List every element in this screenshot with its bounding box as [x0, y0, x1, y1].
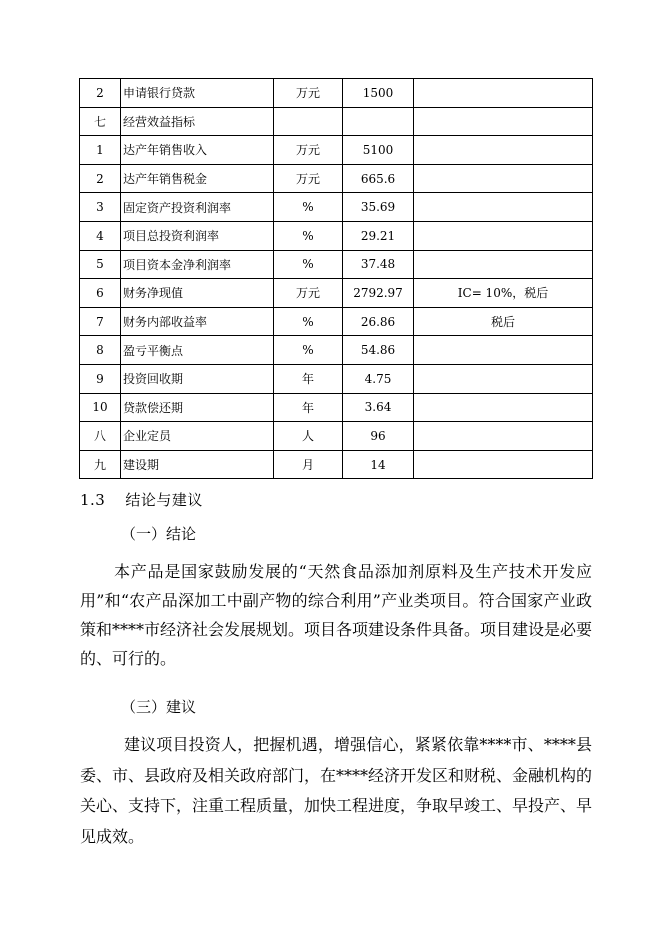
indicator-name-cell: 申请银行贷款: [121, 79, 274, 108]
suggestion-paragraph: 建议项目投资人，把握机遇，增强信心，紧紧依靠****市、****县委、市、县政府及相关政府部门，在****经济开发区和财税、金融机构的关心、支持下，注重工程质量，加快工程进度，争取早竣工、早投产、早见成效。: [80, 735, 593, 846]
note-cell: IC= 10%，税后: [414, 279, 593, 308]
indicator-name-cell: 项目资本金净利润率: [121, 250, 274, 279]
value-cell: 5100: [343, 136, 414, 165]
unit-cell: %: [274, 250, 343, 279]
value-cell: 35.69: [343, 193, 414, 222]
note-cell: [414, 450, 593, 479]
note-cell: [414, 107, 593, 136]
section-heading: [80, 489, 203, 510]
indicator-name-cell: 财务内部收益率: [121, 307, 274, 336]
indicator-name-cell: 企业定员: [121, 422, 274, 451]
value-cell: 4.75: [343, 364, 414, 393]
note-cell: [414, 164, 593, 193]
row-number-cell: 7: [80, 307, 121, 336]
unit-cell: 万元: [274, 279, 343, 308]
note-cell: [414, 79, 593, 108]
value-cell: 3.64: [343, 393, 414, 422]
table-row: [80, 193, 593, 222]
indicator-name-cell: 达产年销售税金: [121, 164, 274, 193]
section-number: 1.3: [80, 491, 106, 509]
unit-cell: [274, 107, 343, 136]
indicator-name-cell: 贷款偿还期: [121, 393, 274, 422]
table-row: [80, 279, 593, 308]
table-row: [80, 364, 593, 393]
table-row: [80, 422, 593, 451]
unit-cell: 年: [274, 364, 343, 393]
note-cell: [414, 136, 593, 165]
value-cell: 54.86: [343, 336, 414, 365]
indicator-name-cell: 盈亏平衡点: [121, 336, 274, 365]
suggestion-heading: （三）建议: [121, 698, 197, 716]
note-cell: [414, 422, 593, 451]
table-row: [80, 250, 593, 279]
value-cell: 2792.97: [343, 279, 414, 308]
unit-cell: %: [274, 307, 343, 336]
unit-cell: 月: [274, 450, 343, 479]
conclusion-paragraph: 本产品是国家鼓励发展的“天然食品添加剂原料及生产技术开发应用”和“农产品深加工中副产物的综合利用”产业类项目。符合国家产业政策和****市经济社会发展规划。项目各项建设条件具备。项目建设是必要的、可行的。: [80, 562, 593, 668]
unit-cell: 万元: [274, 136, 343, 165]
indicator-name-cell: 建设期: [121, 450, 274, 479]
row-number-cell: 9: [80, 364, 121, 393]
row-number-cell: 5: [80, 250, 121, 279]
note-cell: [414, 364, 593, 393]
unit-cell: 万元: [274, 164, 343, 193]
indicator-name-cell: 项目总投资利润率: [121, 221, 274, 250]
table-row: [80, 393, 593, 422]
note-cell: [414, 393, 593, 422]
indicator-name-cell: 财务净现值: [121, 279, 274, 308]
row-number-cell: 3: [80, 193, 121, 222]
note-cell: [414, 250, 593, 279]
table-row: [80, 221, 593, 250]
row-number-cell: 2: [80, 164, 121, 193]
indicator-table: [79, 78, 593, 479]
note-cell: [414, 221, 593, 250]
value-cell: 26.86: [343, 307, 414, 336]
value-cell: [343, 107, 414, 136]
table-row: [80, 450, 593, 479]
row-number-cell: 8: [80, 336, 121, 365]
value-cell: 1500: [343, 79, 414, 108]
row-number-cell: 1: [80, 136, 121, 165]
table-row: [80, 336, 593, 365]
table-row: [80, 164, 593, 193]
indicator-table-body: [80, 79, 593, 479]
value-cell: 29.21: [343, 221, 414, 250]
table-row: [80, 136, 593, 165]
value-cell: 665.6: [343, 164, 414, 193]
value-cell: 96: [343, 422, 414, 451]
conclusion-heading: （一）结论: [121, 525, 197, 543]
table-row: [80, 307, 593, 336]
note-cell: 税后: [414, 307, 593, 336]
indicator-name-cell: 固定资产投资利润率: [121, 193, 274, 222]
unit-cell: %: [274, 193, 343, 222]
unit-cell: 万元: [274, 79, 343, 108]
row-number-cell: 10: [80, 393, 121, 422]
row-number-cell: 2: [80, 79, 121, 108]
row-number-cell: 6: [80, 279, 121, 308]
note-cell: [414, 336, 593, 365]
unit-cell: %: [274, 336, 343, 365]
value-cell: 37.48: [343, 250, 414, 279]
table-row: [80, 107, 593, 136]
row-number-cell: 八: [80, 422, 121, 451]
row-number-cell: 九: [80, 450, 121, 479]
unit-cell: %: [274, 221, 343, 250]
value-cell: 14: [343, 450, 414, 479]
row-number-cell: 七: [80, 107, 121, 136]
unit-cell: 年: [274, 393, 343, 422]
section-title: 结论与建议: [125, 491, 203, 509]
table-row: [80, 79, 593, 108]
row-number-cell: 4: [80, 221, 121, 250]
indicator-name-cell: 投资回收期: [121, 364, 274, 393]
note-cell: [414, 193, 593, 222]
indicator-name-cell: 经营效益指标: [121, 107, 274, 136]
unit-cell: 人: [274, 422, 343, 451]
indicator-name-cell: 达产年销售收入: [121, 136, 274, 165]
